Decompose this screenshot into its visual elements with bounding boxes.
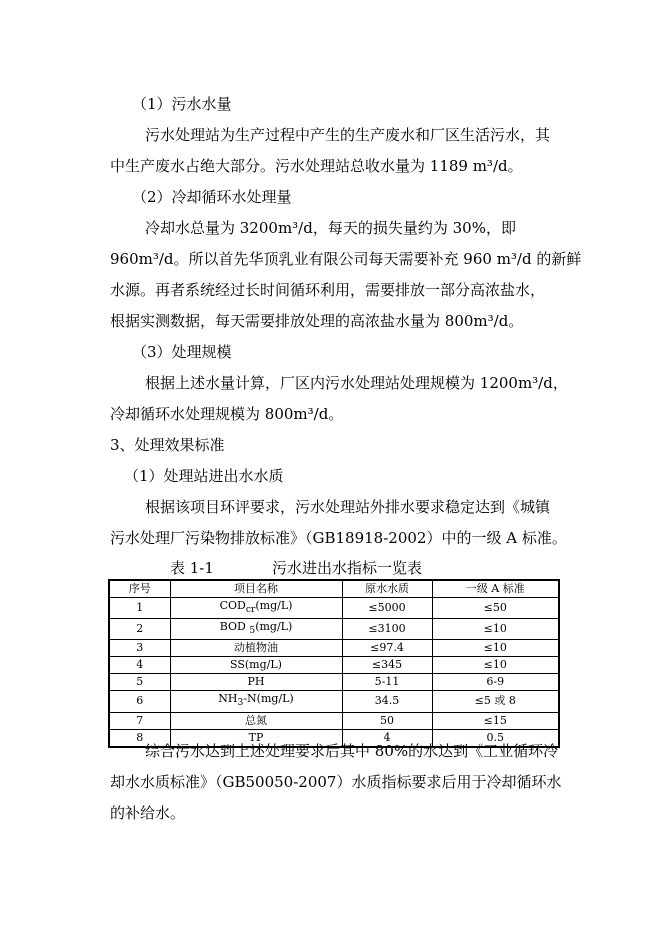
table-row bbox=[109, 598, 559, 619]
cell-std: 0.5 bbox=[432, 729, 559, 747]
table-header-row bbox=[109, 580, 559, 598]
paragraph-reuse-line-3: 的补给水。 bbox=[110, 804, 186, 822]
item-name-tail: (mg/L) bbox=[255, 599, 293, 612]
cell-item-name bbox=[170, 640, 342, 657]
header-item-name: 项目名称 bbox=[170, 580, 342, 598]
item-name-tail: (mg/L) bbox=[255, 620, 293, 634]
item-name-sub: 5 bbox=[249, 625, 256, 637]
table-row bbox=[109, 691, 559, 712]
item-name-main: 总氮 bbox=[245, 713, 267, 727]
cell-item-name bbox=[170, 657, 342, 674]
paragraph-quality-line-2: 污水处理厂污染物排放标准》（GB18918-2002）中的一级 A 标准。 bbox=[110, 529, 567, 547]
paragraph-scale-line-2: 冷却循环水处理规模为 800m³/d。 bbox=[110, 405, 344, 423]
item-name-main: SS(mg/L) bbox=[230, 658, 282, 672]
cell-no: 8 bbox=[109, 729, 170, 747]
header-raw-quality: 原水水质 bbox=[342, 580, 432, 598]
cell-item-name bbox=[170, 598, 342, 619]
header-no: 序号 bbox=[109, 580, 170, 598]
heading-cooling-water: （2）冷却循环水处理量 bbox=[132, 188, 292, 206]
cell-std: ≤15 bbox=[432, 712, 559, 729]
cell-item-name bbox=[170, 691, 342, 712]
table-caption-label: 表 1-1 bbox=[170, 559, 214, 577]
cell-std: ≤10 bbox=[432, 657, 559, 674]
cell-no: 7 bbox=[109, 712, 170, 729]
item-name-tail: -N(mg/L) bbox=[243, 692, 294, 706]
cell-raw: ≤345 bbox=[342, 657, 432, 674]
paragraph-reuse-line-2: 却水水质标准》（GB50050-2007）水质指标要求后用于冷却循环水 bbox=[110, 773, 562, 791]
cell-item-name bbox=[170, 712, 342, 729]
cell-raw: ≤3100 bbox=[342, 619, 432, 640]
heading-inlet-outlet-quality: （1）处理站进出水水质 bbox=[124, 467, 284, 485]
table-row bbox=[109, 619, 559, 640]
paragraph-cooling-line-1: 冷却水总量为 3200m³/d，每天的损失量约为 30%，即 bbox=[145, 219, 516, 237]
item-name-main: BOD bbox=[219, 620, 250, 634]
table-row bbox=[109, 657, 559, 674]
item-name-main: 动植物油 bbox=[234, 641, 278, 655]
cell-raw: 5-11 bbox=[342, 674, 432, 691]
paragraph-wastewater-line-2: 中生产废水占绝大部分。污水处理站总收水量为 1189 m³/d。 bbox=[110, 157, 523, 175]
cell-no: 2 bbox=[109, 619, 170, 640]
table-row bbox=[109, 640, 559, 657]
item-name-main: TP bbox=[248, 730, 264, 744]
cell-std: ≤10 bbox=[432, 619, 559, 640]
heading-treatment-scale: （3）处理规模 bbox=[132, 343, 232, 361]
item-name-main: PH bbox=[247, 675, 265, 689]
table-row bbox=[109, 712, 559, 729]
water-quality-table bbox=[108, 579, 560, 748]
cell-raw: 50 bbox=[342, 712, 432, 729]
cell-item-name bbox=[170, 674, 342, 691]
cell-raw: 4 bbox=[342, 729, 432, 747]
item-name-sub: cr bbox=[245, 604, 256, 616]
paragraph-quality-line-1: 根据该项目环评要求，污水处理站外排水要求稳定达到《城镇 bbox=[145, 498, 551, 516]
cell-raw: 34.5 bbox=[342, 691, 432, 712]
paragraph-cooling-line-4: 根据实测数据，每天需要排放处理的高浓盐水量为 800m³/d。 bbox=[110, 312, 524, 330]
table-caption-title: 污水进出水指标一览表 bbox=[272, 559, 423, 577]
paragraph-cooling-line-2: 960m³/d。所以首先华顶乳业有限公司每天需要补充 960 m³/d 的新鲜 bbox=[110, 250, 582, 268]
cell-no: 6 bbox=[109, 691, 170, 712]
cell-std: ≤10 bbox=[432, 640, 559, 657]
paragraph-reuse-line-1: 综合污水达到上述处理要求后其中 80%的水达到《工业循环冷 bbox=[145, 742, 559, 760]
heading-wastewater-volume: （1）污水水量 bbox=[132, 95, 232, 113]
cell-no: 5 bbox=[109, 674, 170, 691]
cell-raw: ≤97.4 bbox=[342, 640, 432, 657]
paragraph-cooling-line-3: 水源。再者系统经过长时间循环利用，需要排放一部分高浓盐水， bbox=[110, 281, 546, 299]
table-row bbox=[109, 674, 559, 691]
cell-std: ≤5 或 8 bbox=[432, 691, 559, 712]
paragraph-wastewater-line-1: 污水处理站为生产过程中产生的生产废水和厂区生活污水，其 bbox=[145, 126, 551, 144]
header-grade-a-standard: 一级 A 标准 bbox=[432, 580, 559, 598]
cell-no: 3 bbox=[109, 640, 170, 657]
cell-raw: ≤5000 bbox=[342, 598, 432, 619]
cell-std: 6-9 bbox=[432, 674, 559, 691]
item-name-main: COD bbox=[219, 599, 246, 612]
cell-no: 1 bbox=[109, 598, 170, 619]
cell-no: 4 bbox=[109, 657, 170, 674]
section-heading-treatment-standard: 3、处理效果标准 bbox=[110, 436, 225, 454]
item-name-sub: 3 bbox=[237, 697, 244, 709]
paragraph-scale-line-1: 根据上述水量计算，厂区内污水处理站处理规模为 1200m³/d， bbox=[145, 374, 568, 392]
cell-item-name bbox=[170, 619, 342, 640]
cell-std: ≤50 bbox=[432, 598, 559, 619]
item-name-main: NH bbox=[218, 692, 238, 706]
